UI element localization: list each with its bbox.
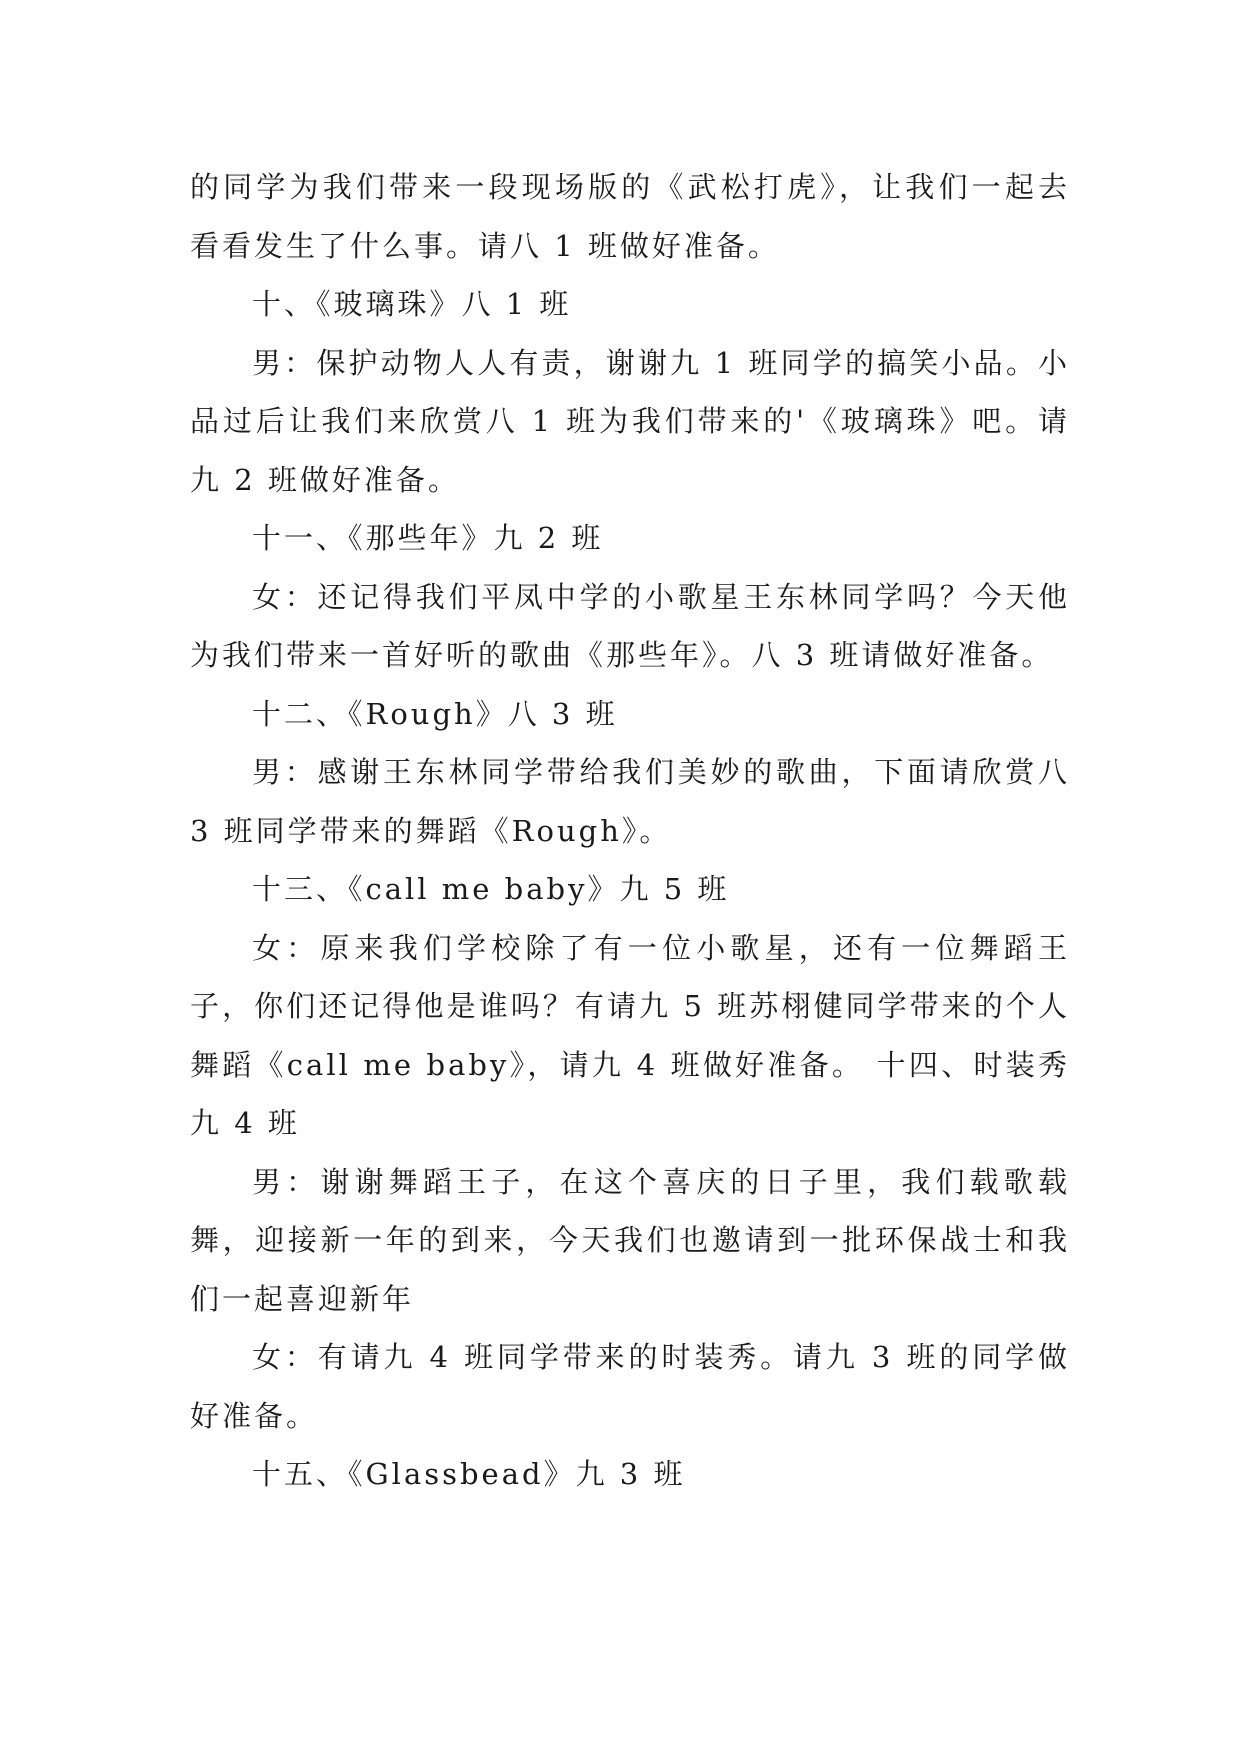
section-heading: 十、《玻璃珠》八 1 班 <box>252 287 572 321</box>
section-heading: 十三、《call me baby》九 5 班 <box>252 872 730 906</box>
paragraph: 男：感谢王东林同学带给我们美妙的歌曲，下面请欣赏八 3 班同学带来的舞蹈《Rough》。 <box>190 755 1070 848</box>
section-heading: 十二、《Rough》八 3 班 <box>252 696 618 731</box>
document-body <box>190 158 1070 1504</box>
paragraph: 的同学为我们带来一段现场版的《武松打虎》，让我们一起去看看发生了什么事。请八 1 班做好准备。 <box>190 170 1070 263</box>
paragraph: 女：有请九 4 班同学带来的时装秀。请九 3 班的同学做好准备。 <box>190 1340 1070 1433</box>
section-heading: 十五、《Glassbead》九 3 班 <box>252 1457 686 1491</box>
paragraph: 男：谢谢舞蹈王子，在这个喜庆的日子里，我们载歌载舞，迎接新一年的到来，今天我们也邀请到一批环保战士和我们一起喜迎新年 <box>190 1164 1070 1316</box>
paragraph: 男：保护动物人人有责，谢谢九 1 班同学的搞笑小品。小品过后让我们来欣赏八 1 班为我们带来的'《玻璃珠》吧。请九 2 班做好准备。 <box>190 345 1070 497</box>
paragraph: 女：还记得我们平凤中学的小歌星王东林同学吗？今天他为我们带来一首好听的歌曲《那些年》。八 3 班请做好准备。 <box>190 579 1070 672</box>
section-heading: 十一、《那些年》九 2 班 <box>252 521 604 555</box>
paragraph: 女：原来我们学校除了有一位小歌星，还有一位舞蹈王子，你们还记得他是谁吗？有请九 5 班苏栩健同学带来的个人舞蹈《call me baby》，请九 4 班做好准备。 十四、时装秀九 4 班 <box>190 930 1070 1140</box>
